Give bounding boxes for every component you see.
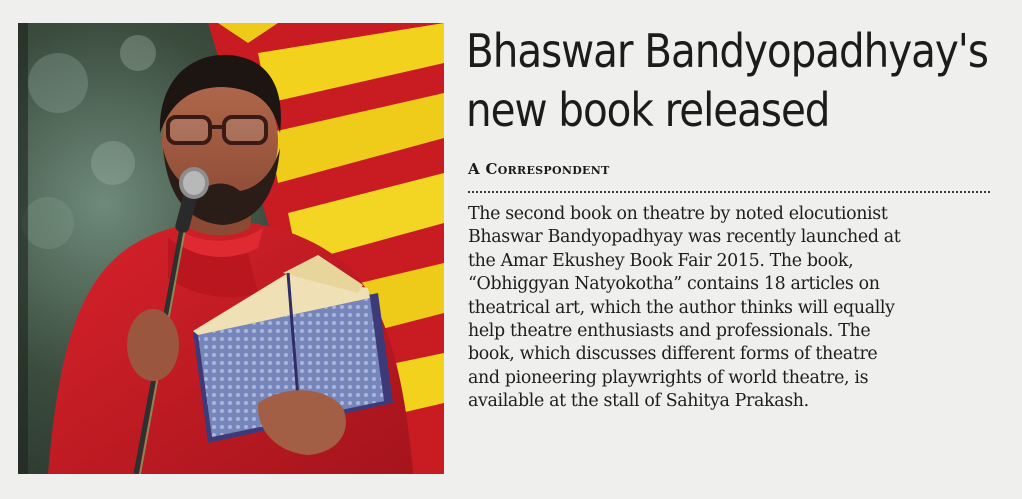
article — [466, 22, 996, 414]
body-line: The second book on theatre by noted elocutionist — [468, 204, 888, 224]
body-line: “Obhiggyan Natyokotha” contains 18 articles on — [468, 274, 880, 295]
body-line: theatrical art, which the author thinks will equally — [468, 297, 895, 318]
headline-line-1: Bhaswar Bandyopadhyay's — [466, 24, 988, 78]
man-reading-book-icon — [18, 23, 444, 474]
article-body — [468, 203, 992, 414]
dotted-divider — [468, 191, 990, 193]
body-line: available at the stall of Sahitya Prakash. — [468, 391, 809, 412]
body-line: and pioneering playwrights of world theatre, is — [468, 367, 869, 388]
body-line: help theatre enthusiasts and professionals. The — [468, 321, 871, 342]
byline: A Correspondent — [468, 160, 610, 178]
body-line: book, which discusses different forms of theatre — [468, 344, 878, 365]
body-line: the Amar Ekushey Book Fair 2015. The book, — [468, 250, 854, 271]
article-photo — [18, 23, 444, 474]
body-line: Bhaswar Bandyopadhyay was recently launched at — [468, 227, 901, 248]
headline — [466, 22, 988, 140]
headline-line-2: new book released — [466, 83, 830, 137]
